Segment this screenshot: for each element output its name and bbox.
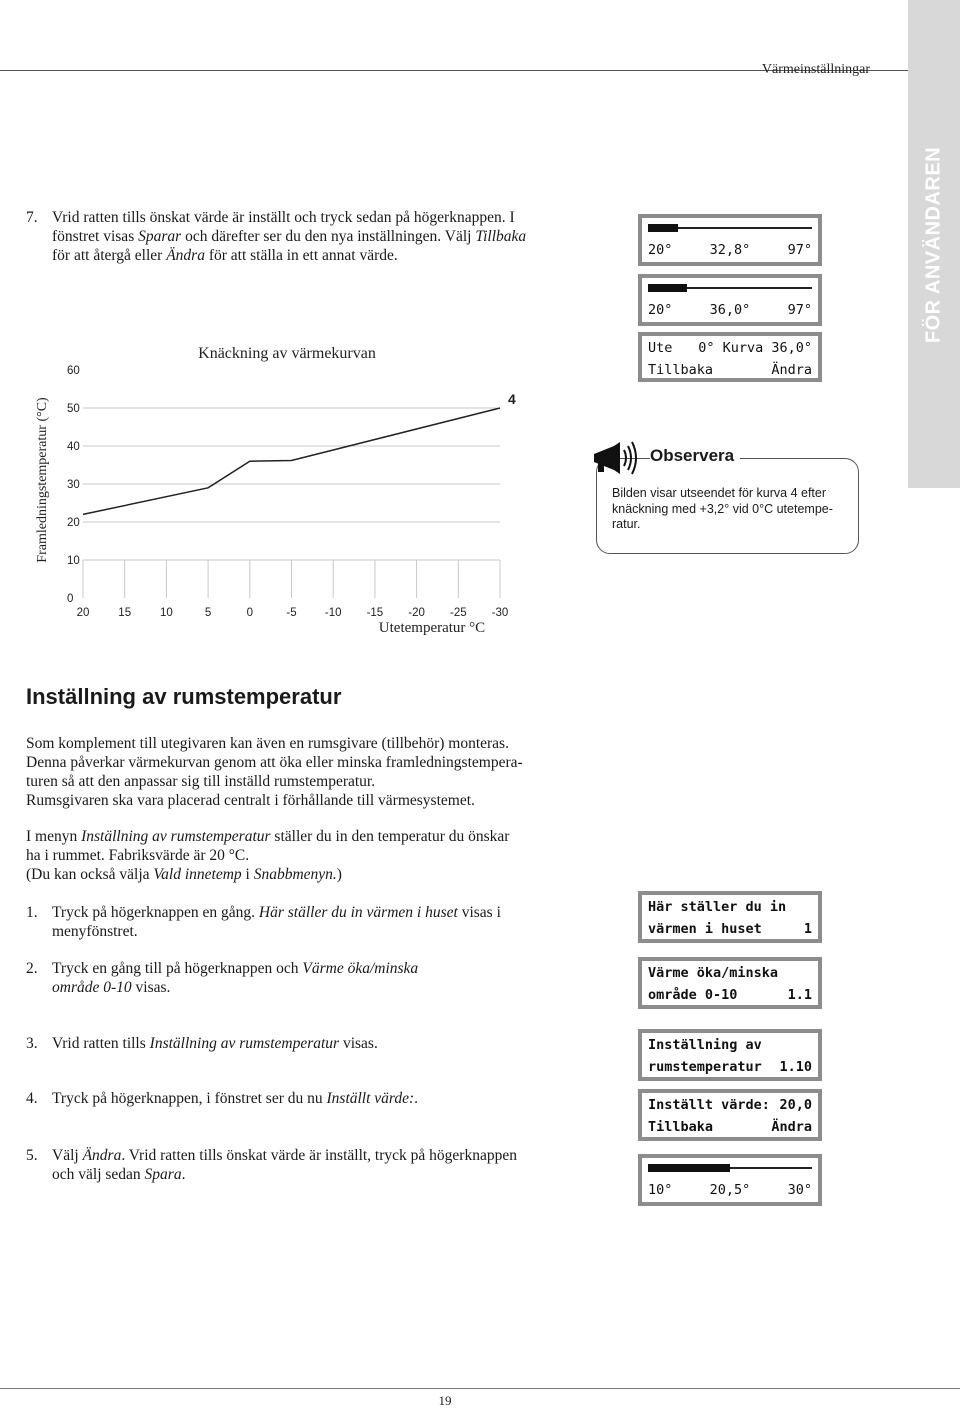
megaphone-icon [588, 436, 648, 480]
step-5-line-2: och välj sedan Spara. [52, 1166, 186, 1183]
step-1-number: 1. [26, 904, 38, 921]
lcd-back-label: Tillbaka [648, 362, 714, 378]
lcd-menu-number: 1.1 [787, 987, 812, 1003]
lcd-max: 97° [787, 242, 812, 258]
lcd-menu-number: 1.10 [779, 1059, 812, 1075]
p2-line-3: (Du kan också välja Vald innetemp i Snabbmenyn.) [26, 866, 342, 883]
chart-x-tick-label: -25 [449, 607, 467, 619]
section-paragraph-1 [26, 734, 586, 810]
step-4 [26, 1089, 596, 1108]
step-7-line3: för att återgå eller Ändra för att ställa in ett annat värde. [52, 247, 398, 264]
lcd-line: värmen i huset [648, 921, 762, 937]
step-4-line-1: Tryck på högerknappen, i fönstret ser du nu Inställt värde:. [52, 1090, 419, 1107]
lcd-max: 30° [787, 1182, 812, 1198]
p1-line-4: Rumsgivaren ska vara placerad centralt i förhållande till värmesystemet. [26, 792, 475, 809]
lcd-line: Inställt värde: [648, 1097, 770, 1113]
step-7 [26, 208, 586, 265]
observe-text [612, 486, 847, 533]
step-2 [26, 959, 596, 997]
chart-series-line [83, 408, 500, 514]
chart-y-tick-label: 10 [67, 555, 80, 567]
chart-x-tick-label: 10 [160, 607, 173, 619]
chart-x-tick-label: 20 [76, 607, 90, 619]
lcd-bar-fill [648, 1164, 730, 1172]
lcd-line: område 0-10 [648, 987, 738, 1003]
lcd-step-2 [638, 957, 822, 1009]
chart-x-tick-label: 15 [118, 607, 132, 619]
chart-y-tick-label: 50 [67, 403, 80, 415]
step-7-line1: Vrid ratten tills önskat värde är inställt och tryck sedan på högerknappen. I [52, 209, 515, 226]
step-2-number: 2. [26, 960, 38, 977]
lcd-bar-fill [648, 224, 678, 232]
page-header-title: Värmeinställningar [761, 62, 870, 77]
step-5-line-1: Välj Ändra. Vrid ratten tills önskat värde är inställt, tryck på högerknappen [52, 1147, 517, 1164]
step-5 [26, 1146, 606, 1184]
chart-y-tick-label: 0 [67, 593, 74, 605]
step-5-number: 5. [26, 1147, 38, 1164]
observe-line-3: ratur. [612, 517, 641, 531]
step-3-number: 3. [26, 1035, 38, 1052]
chart-y-tick-label: 30 [67, 479, 80, 491]
chart-x-tick-label: -20 [408, 607, 425, 619]
section-heading: Inställning av rumstemperatur [26, 684, 342, 709]
lcd-display-value-32-8 [638, 214, 822, 266]
step-4-number: 4. [26, 1090, 38, 1107]
lcd-min: 20° [648, 242, 673, 258]
step-7-number: 7. [26, 209, 38, 226]
lcd-display-value-36-0 [638, 274, 822, 326]
chart-x-tick-label: 5 [204, 607, 212, 619]
step-3-line-1: Vrid ratten tills Inställning av rumstemperatur visas. [52, 1035, 378, 1052]
step-7-line2: fönstret visas Sparar och därefter ser du den nya inställningen. Välj Tillbaka [52, 228, 527, 245]
lcd-step-1 [638, 891, 822, 943]
chart-x-tick-label: -30 [491, 607, 509, 619]
chart-x-axis-label: Utetemperatur °C [378, 620, 486, 636]
lcd-line: Inställning av [648, 1037, 762, 1053]
section-paragraph-2 [26, 827, 586, 884]
p1-line-3: turen så att den anpassar sig till inställd rumstemperatur. [26, 773, 376, 790]
heating-curve-chart [0, 330, 590, 650]
step-1-line-1: Tryck på högerknappen en gång. Här ställer du in värmen i huset visas i [52, 904, 501, 921]
p1-line-2: Denna påverkar värmekurvan genom att öka eller minska framledningstempera- [26, 754, 523, 771]
side-tab [908, 0, 960, 488]
p2-line-1: I menyn Inställning av rumstemperatur ställer du in den temperatur du önskar [26, 828, 510, 845]
lcd-kurva-value: 0° Kurva 36,0° [698, 340, 812, 356]
lcd-step-5 [638, 1154, 822, 1206]
p1-line-1: Som komplement till utegivaren kan även en rumsgivare (tillbehör) monteras. [26, 735, 509, 752]
step-3 [26, 1034, 596, 1053]
observe-title: Observera [650, 446, 740, 466]
lcd-menu-number: 1 [803, 921, 812, 937]
chart-title: Knäckning av värmekurvan [198, 345, 376, 362]
observe-line-2: knäckning med +3,2° vid 0°C utetempe- [612, 501, 833, 516]
page-number: 19 [430, 1393, 460, 1409]
chart-y-tick-label: 60 [67, 365, 80, 377]
lcd-min: 10° [648, 1182, 673, 1198]
lcd-min: 20° [648, 302, 673, 318]
lcd-line: rumstemperatur [648, 1059, 762, 1075]
footer-rule [0, 1388, 960, 1389]
chart-y-tick-label: 20 [67, 517, 80, 529]
chart-x-tick-label: -10 [324, 607, 342, 619]
step-2-line-2: område 0-10 visas. [52, 979, 171, 996]
lcd-bar-fill [648, 284, 687, 292]
lcd-line: Här ställer du in [648, 899, 787, 915]
lcd-value: 36,0° [709, 302, 751, 318]
chart-x-tick-label: 0 [246, 607, 254, 619]
lcd-change-label: Ändra [771, 1119, 812, 1135]
lcd-value: 20,5° [709, 1182, 751, 1198]
lcd-max: 97° [787, 302, 812, 318]
lcd-display-kurva [638, 332, 822, 382]
lcd-step-4 [638, 1089, 822, 1141]
lcd-step-3 [638, 1029, 822, 1081]
step-1-line-2: menyfönstret. [52, 923, 138, 940]
chart-x-tick-label: -15 [366, 607, 384, 619]
lcd-change-label: Ändra [771, 362, 812, 378]
chart-series-label: 4 [508, 391, 516, 407]
side-tab-label: FÖR ANVÄNDAREN [922, 146, 945, 344]
lcd-back-label: Tillbaka [648, 1119, 714, 1135]
lcd-value: 32,8° [709, 242, 751, 258]
chart-y-axis-label: Framledningstemperatur (°C) [35, 397, 50, 563]
lcd-ute-label: Ute [648, 340, 673, 356]
lcd-line: Värme öka/minska [648, 965, 779, 981]
step-1 [26, 903, 596, 941]
observe-line-1: Bilden visar utseendet för kurva 4 efter [612, 486, 827, 500]
chart-x-tick-label: -5 [286, 607, 297, 619]
p2-line-2: ha i rummet. Fabriksvärde är 20 °C. [26, 847, 250, 864]
lcd-set-value: 20,0 [779, 1097, 812, 1113]
step-2-line-1: Tryck en gång till på högerknappen och Värme öka/minska [52, 960, 419, 977]
chart-y-tick-label: 40 [67, 441, 80, 453]
